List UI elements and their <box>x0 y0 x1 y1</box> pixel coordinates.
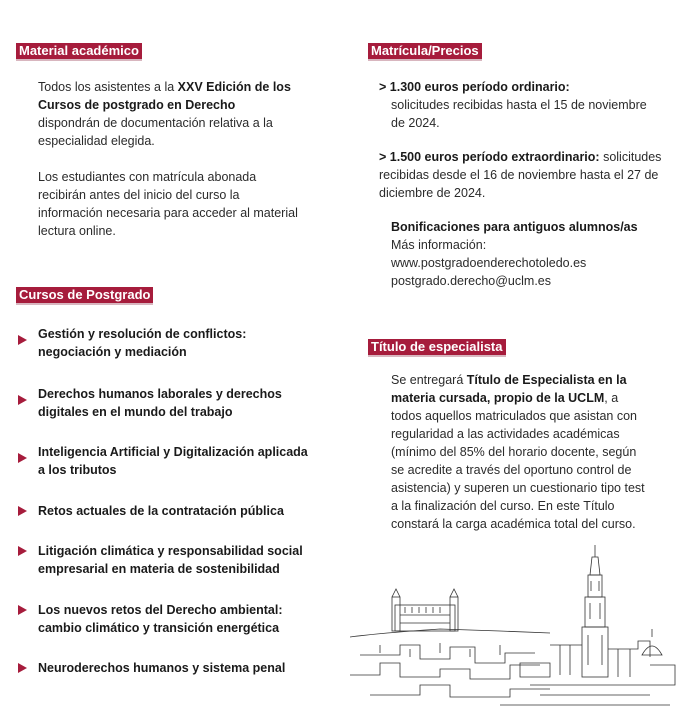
triangle-bullet-icon <box>18 605 27 615</box>
marker-gt: > <box>379 150 387 164</box>
alcazar-icon <box>392 589 458 631</box>
precio-extraordinario-detalle: solicitudes recibidas desde el 16 de noviembre hasta el 27 de diciembre de 2024. <box>379 150 662 200</box>
triangle-bullet-icon <box>18 663 27 673</box>
material-p1-text-c: dispondrán de documentación relativa a la especialidad elegida. <box>38 116 273 148</box>
triangle-bullet-icon <box>18 395 27 405</box>
curso-label: Los nuevos retos del Derecho ambiental: cambio climático y transición energética <box>38 603 283 635</box>
bonificaciones-title: Bonificaciones para antiguos alumnos/as <box>391 220 638 234</box>
triangle-bullet-icon <box>18 506 27 516</box>
mas-informacion-label: Más información: <box>391 238 487 252</box>
titulo-paragraph <box>391 371 645 533</box>
curso-label: Inteligencia Artificial y Digitalización aplicada a los tributos <box>38 445 308 477</box>
email-link[interactable]: postgrado.derecho@uclm.es <box>391 274 551 288</box>
triangle-bullet-icon <box>18 546 27 556</box>
material-p1-edition: XXV Edición de los Cursos de postgrado en Derecho <box>38 80 291 112</box>
matricula-precios-heading: Matrícula/Precios <box>368 43 482 61</box>
material-p1-text-a: Todos los asistentes a la <box>38 80 178 94</box>
cursos-postgrado-heading: Cursos de Postgrado <box>16 287 153 305</box>
curso-label: Derechos humanos laborales y derechos digitales en el mundo del trabajo <box>38 387 282 419</box>
toledo-skyline-illustration <box>350 545 680 715</box>
precio-extraordinario-label: 1.500 euros período extraordinario: <box>389 150 600 164</box>
curso-label: Litigación climática y responsabilidad social empresarial en materia de sostenibilidad <box>38 544 303 576</box>
triangle-bullet-icon <box>18 453 27 463</box>
titulo-especialista-heading: Título de especialista <box>368 339 506 357</box>
titulo-text-c: , a todos aquellos matriculados que asistan con regularidad a las actividades académicas (mínimo del 85% del horario docente, según se acredite a través del oportuno control de asistencia) y superen un cuestionario tipo test a la finalización del curso. En este Título constará la carga académica total del curso. <box>391 391 645 531</box>
precio-extraordinario <box>379 148 664 202</box>
curso-label: Gestión y resolución de conflictos: negociación y mediación <box>38 327 247 359</box>
material-paragraph-1 <box>38 78 300 150</box>
material-paragraph-2: Los estudiantes con matrícula abonada recibirán antes del inicio del curso la información necesaria para acceder al material lectura online. <box>38 170 298 238</box>
material-academico-heading: Material académico <box>16 43 142 61</box>
curso-label: Neuroderechos humanos y sistema penal <box>38 661 286 675</box>
precio-ordinario-detalle: solicitudes recibidas hasta el 15 de noviembre de 2024. <box>391 98 647 130</box>
curso-label: Retos actuales de la contratación pública <box>38 504 284 518</box>
cathedral-tower-icon <box>582 545 608 677</box>
titulo-text-bold: Título de Especialista en la materia cursada, propio de la UCLM <box>391 373 627 405</box>
precio-ordinario <box>379 78 659 132</box>
marker-gt: > <box>379 80 387 94</box>
triangle-bullet-icon <box>18 335 27 345</box>
contacto-bloque <box>391 218 671 290</box>
website-link[interactable]: www.postgradoenderechotoledo.es <box>391 256 587 270</box>
titulo-text-a: Se entregará <box>391 373 467 387</box>
precio-ordinario-label: 1.300 euros período ordinario: <box>389 80 570 94</box>
